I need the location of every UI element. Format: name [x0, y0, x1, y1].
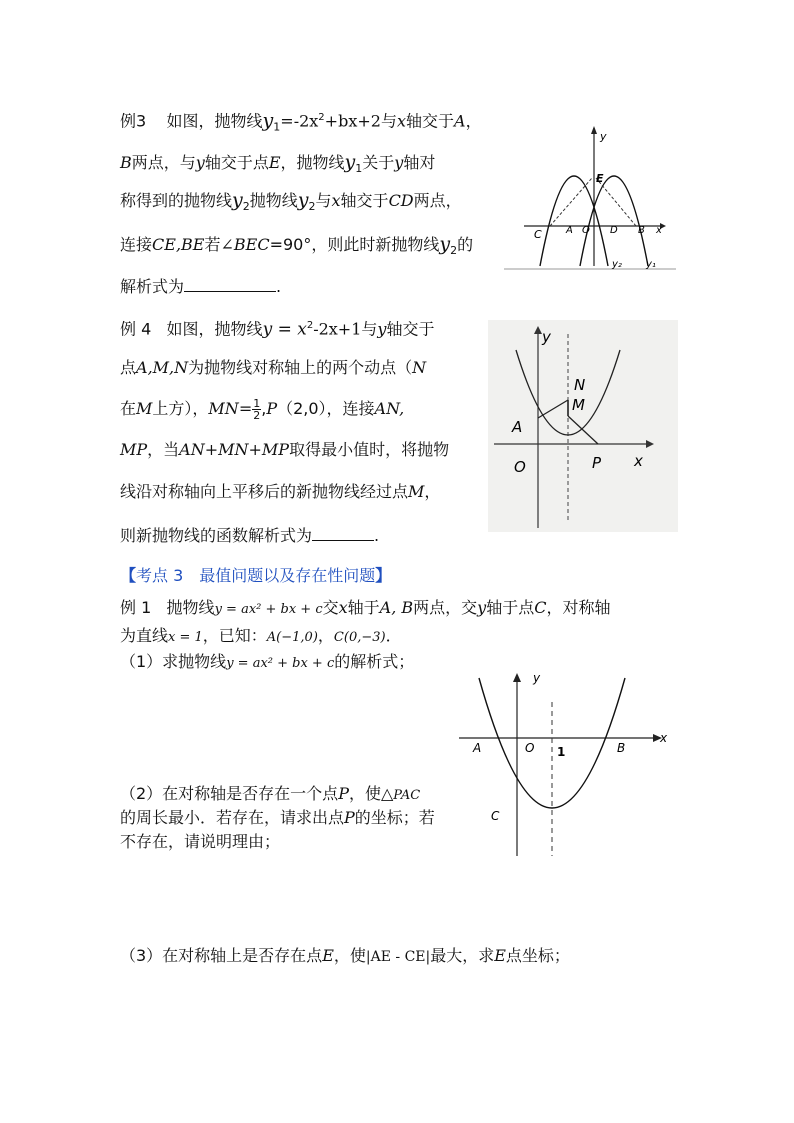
fig1-label-C: C	[534, 228, 542, 241]
fig1-label-y2: y₂	[612, 259, 622, 270]
fig2-label-N: N	[574, 376, 586, 394]
ex4-line-2: 点A,M,N为抛物线对称轴上的两个动点（N	[120, 358, 427, 377]
ex1-question-3: （3）在对称轴上是否存在点E，使|AE - CE|最大，求E点坐标；	[120, 946, 570, 965]
fig1-label-B: B	[638, 225, 645, 236]
ex4-line-5: 线沿对称轴向上平移后的新抛物线经过点M，	[120, 482, 441, 501]
fig3-label-A: A	[473, 741, 482, 755]
fig3-label-y: y	[533, 671, 541, 685]
figure-ex4-parabola	[488, 320, 678, 532]
fig1-label-x: x	[656, 225, 662, 236]
fig2-label-M: M	[572, 396, 585, 414]
fig1-label-A: A	[566, 225, 573, 236]
ex1-question-1: （1）求抛物线y = ax² + bx + c的解析式；	[120, 652, 415, 671]
fig1-label-E: E	[596, 172, 604, 185]
fig3-label-O: O	[525, 741, 535, 755]
ex4-label: 例 4	[120, 319, 152, 339]
fig3-label-x: x	[660, 731, 668, 745]
ex4-line-4: MP，当AN+MN+MP取得最小值时，将抛物	[120, 440, 450, 459]
ex3-line-5: 解析式为 .	[120, 277, 282, 296]
ex3-line-1: 例3 如图，抛物线$y_1=-2x^2+bx+2$与x轴交于A，	[120, 109, 482, 134]
ex1-line-1: 例 1 抛物线y = ax² + bx + c交x轴于A, B两点，交y轴于点C，对称轴	[120, 598, 611, 617]
fig3-label-1: 1	[557, 745, 566, 759]
ex4-line-6: 则新抛物线的函数解析式为 .	[120, 526, 380, 545]
answer-blank-ex4[interactable]	[312, 524, 374, 541]
parabola-y2	[540, 176, 608, 266]
ex1-line-2: 为直线x = 1，已知：A(−1,0)，C(0,−3)．	[120, 626, 402, 645]
parabola-y1	[580, 176, 648, 266]
ex4-line-3: 在M上方），MN= $\frac{1}{2}$ ,P（2,0），连接AN,	[120, 397, 405, 422]
ex4-line-1: 例 4 如图，抛物线$y = x^2-2x+1$与y轴交于	[120, 319, 435, 340]
fig1-label-y: y	[600, 130, 607, 143]
fig2-label-O: O	[514, 458, 526, 476]
y-axis-arrow	[513, 673, 521, 682]
segment-BE	[596, 178, 636, 226]
y-axis-arrow	[591, 126, 597, 134]
ex1-question-2-line-1: （2）在对称轴是否存在一个点P，使△PAC	[120, 784, 421, 803]
fig1-label-O: O	[582, 225, 590, 236]
ex3-label: 例3	[120, 111, 147, 131]
ex3-line-4: 连接CE,BE若∠BEC=90°，则此时新抛物线$y_2$的	[120, 233, 474, 258]
figure-ex3-parabolas	[504, 126, 679, 272]
fraction-one-half: $\frac{1}{2}$	[253, 397, 261, 422]
fig3-label-C: C	[491, 809, 500, 823]
fig3-label-B: B	[617, 741, 626, 755]
fig2-label-P: P	[592, 454, 602, 472]
figure-ex1-parabola	[455, 668, 675, 860]
fig2-label-x: x	[634, 452, 643, 470]
ex3-line-3: 称得到的抛物线$y_2$抛物线$y_2$与x轴交于CD两点，	[120, 189, 462, 214]
section-title: 考点 3 最值问题以及存在性问题	[136, 566, 376, 585]
answer-blank[interactable]	[184, 275, 276, 292]
ex1-question-2-line-2: 的周长最小．若存在，请求出点P的坐标；若	[120, 808, 435, 827]
fig1-label-D: D	[610, 225, 618, 236]
ex1-label: 例 1	[120, 598, 152, 617]
ex3-line-2: B两点，与y轴交于点E，抛物线$y_1$关于y轴对	[120, 151, 436, 176]
fig1-label-y1: y₁	[646, 259, 656, 270]
section-header: 【考点 3 最值问题以及存在性问题】	[120, 566, 392, 585]
ex1-question-2-line-3: 不存在，请说明理由；	[120, 832, 281, 851]
fig2-label-A: A	[512, 418, 523, 436]
fig2-label-y: y	[542, 328, 551, 346]
